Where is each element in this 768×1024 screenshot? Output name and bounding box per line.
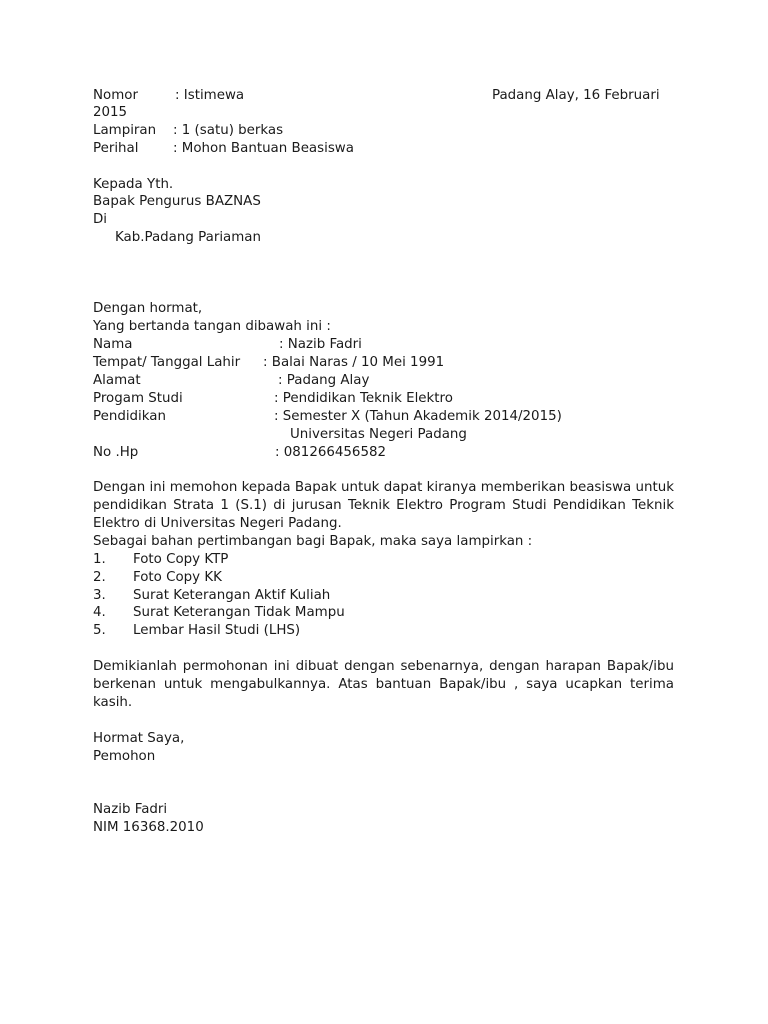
signer-role: Pemohon [93, 749, 156, 764]
list-item-number: 4. [93, 605, 106, 620]
nomor-label: Nomor [93, 88, 138, 103]
perihal-value: : Mohon Bantuan Beasiswa [173, 141, 354, 156]
lampiran-value: : 1 (satu) berkas [173, 123, 284, 138]
list-item-number: 2. [93, 570, 106, 585]
identity-value: : Semester X (Tahun Akademik 2014/2015) [274, 409, 562, 424]
list-item: Foto Copy KTP [133, 552, 229, 567]
perihal-label: Perihal [93, 141, 139, 156]
nomor-value: : Istimewa [175, 88, 245, 103]
recipient-line: Di [93, 212, 108, 227]
signer-name: Nazib Fadri [93, 802, 168, 817]
signer-nim: NIM 16368.2010 [93, 820, 204, 835]
recipient-line: Kab.Padang Pariaman [115, 230, 261, 245]
identity-label: No .Hp [93, 445, 139, 460]
list-item: Lembar Hasil Studi (LHS) [133, 623, 301, 638]
intro-line: Yang bertanda tangan dibawah ini : [93, 319, 331, 334]
salutation: Hormat Saya, [93, 731, 185, 746]
identity-value: : Pendidikan Teknik Elektro [274, 391, 453, 406]
recipient-line: Bapak Pengurus BAZNAS [93, 194, 261, 209]
request-paragraph: Dengan ini memohon kepada Bapak untuk dapat kiranya memberikan beasiswa untuk pendidikan Strata 1 (S.1) di jurusan Teknik Elektro Program Studi Pendidikan Teknik Elektro di Universitas Negeri Padang. [93, 480, 674, 531]
identity-value: : Balai Naras / 10 Mei 1991 [263, 355, 445, 370]
list-item: Surat Keterangan Tidak Mampu [133, 605, 345, 620]
lampiran-label: Lampiran [93, 123, 157, 138]
identity-label: Nama [93, 337, 133, 352]
attachments-intro: Sebagai bahan pertimbangan bagi Bapak, maka saya lampirkan : [93, 534, 533, 549]
identity-label: Progam Studi [93, 391, 183, 406]
place-date: Padang Alay, 16 Februari [492, 88, 660, 103]
identity-label: Tempat/ Tanggal Lahir [93, 355, 241, 370]
list-item: Foto Copy KK [133, 570, 222, 585]
list-item-number: 5. [93, 623, 106, 638]
list-item-number: 1. [93, 552, 106, 567]
identity-value: : 081266456582 [275, 445, 387, 460]
identity-value: : Padang Alay [278, 373, 370, 388]
identity-label: Pendidikan [93, 409, 166, 424]
identity-label: Alamat [93, 373, 141, 388]
list-item: Surat Keterangan Aktif Kuliah [133, 588, 331, 603]
place-date-year: 2015 [93, 105, 128, 120]
greeting: Dengan hormat, [93, 301, 203, 316]
identity-value: : Nazib Fadri [279, 337, 362, 352]
identity-value: Universitas Negeri Padang [290, 427, 467, 442]
closing-paragraph: Demikianlah permohonan ini dibuat dengan sebenarnya, dengan harapan Bapak/ibu berkenan untuk mengabulkannya. Atas bantuan Bapak/ibu , saya ucapkan terima kasih. [93, 659, 674, 710]
list-item-number: 3. [93, 588, 106, 603]
recipient-line: Kepada Yth. [93, 177, 174, 192]
